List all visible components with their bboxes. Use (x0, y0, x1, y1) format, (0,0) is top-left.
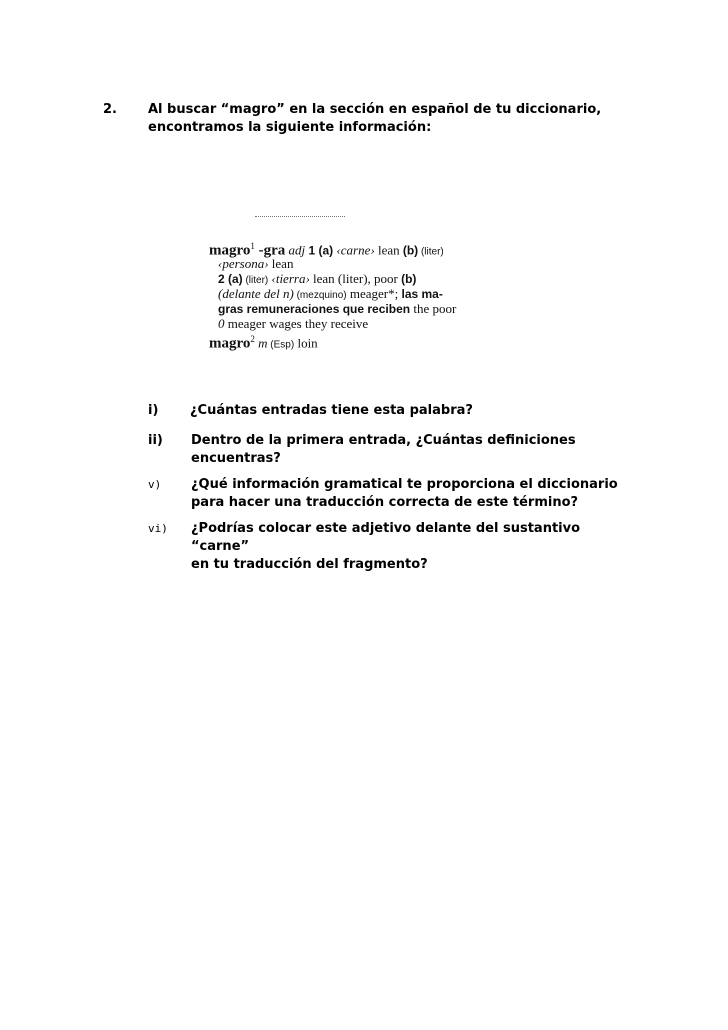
dictionary-entry-image (195, 222, 500, 360)
sub-question-vi-line2: en tu traducción del fragmento? (191, 557, 428, 572)
question-text-line2: encontramos la siguiente información: (148, 120, 432, 135)
sub-question-ii-line2: encuentras? (191, 451, 281, 466)
dict-line-6: 0 meager wages they receive (218, 316, 369, 331)
sub-question-vi-line1: ¿Podrías colocar este adjetivo delante del sustantivo “carne” (191, 521, 581, 554)
dict-line-2: ‹persona› lean (218, 256, 294, 271)
sub-question-i-line1: ¿Cuántas entradas tiene esta palabra? (190, 403, 473, 418)
sub-question-i-text (190, 402, 630, 420)
sub-question-v-line1: ¿Qué información gramatical te proporciona el diccionario (191, 477, 618, 492)
dict-line-1: magro$^1$ -gra adj 1 (a) ‹carne› lean (b) (liter) (209, 241, 444, 259)
question-text-line1: Al buscar “magro” en la sección en español de tu diccionario, (148, 102, 602, 117)
sub-question-v-line2: para hacer una traducción correcta de este término? (191, 495, 579, 510)
dict-line-4: (delante del n) (mezquino) meager*; las ma- (218, 286, 443, 301)
dict-line-3: 2 (a) (liter) ‹tierra› lean (liter), poor (b) (218, 271, 417, 286)
sub-question-ii-label: ii) (148, 433, 163, 448)
sub-question-i-label: i) (148, 403, 159, 418)
dict-line-7: magro$^2$ m (Esp) loin (209, 334, 318, 352)
scan-artifact (255, 216, 345, 221)
sub-question-v-text (191, 476, 631, 512)
question-text (148, 101, 618, 137)
sub-question-v-label: v) (148, 478, 162, 491)
sub-question-ii-text (191, 432, 631, 468)
sub-question-vi-text (191, 520, 631, 574)
sub-question-ii-line1: Dentro de la primera entrada, ¿Cuántas definiciones (191, 433, 576, 448)
dict-line-5: gras remuneraciones que reciben the poor (218, 301, 457, 316)
sub-question-vi-label: vi) (148, 522, 168, 535)
question-number: 2. (103, 102, 117, 117)
